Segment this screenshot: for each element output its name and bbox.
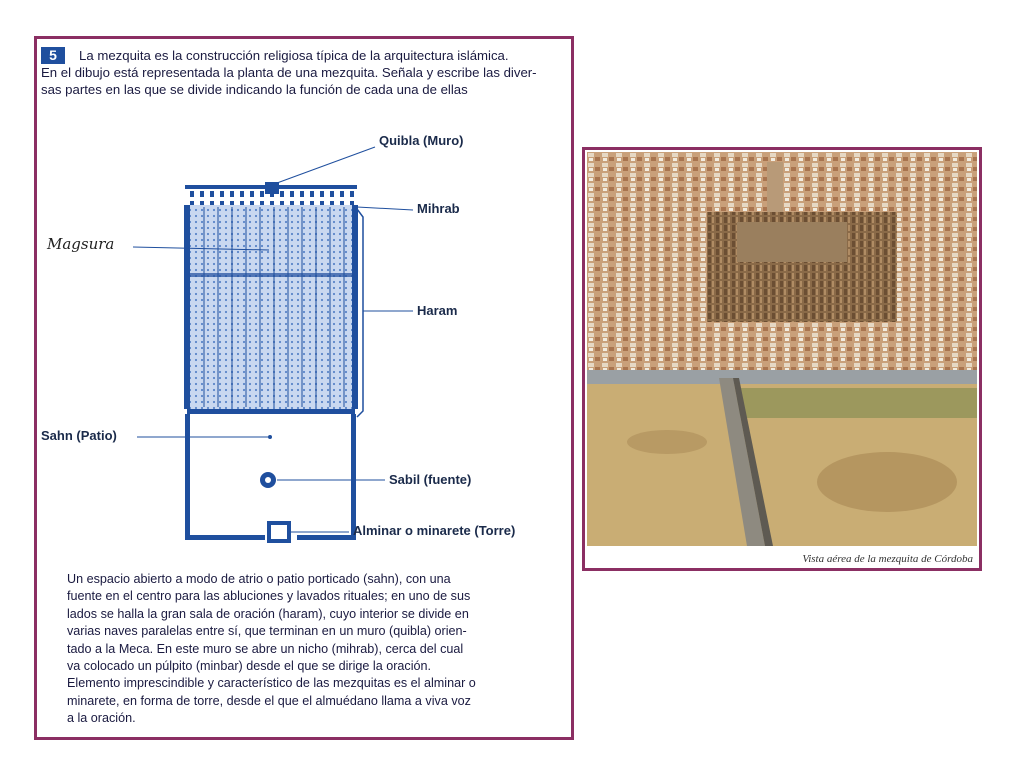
intro-line-1: La mezquita es la construcción religiosa típica de la arquitectura islámica. <box>79 48 509 63</box>
intro-line-3: sas partes en las que se divide indicando la función de cada una de ellas <box>41 82 468 97</box>
label-quibla: Quibla (Muro) <box>379 133 464 148</box>
label-alminar: Alminar o minarete (Torre) <box>353 523 516 538</box>
label-sabil: Sabil (fuente) <box>389 472 472 487</box>
mosque-floor-plan <box>37 39 577 559</box>
description-line: a la oración. <box>67 711 136 726</box>
aerial-photo-panel <box>582 147 982 571</box>
description-line: lados se halla la gran sala de oración (haram), cuyo interior se divide en <box>67 606 469 621</box>
label-magsura-handwritten: Magsura <box>47 235 115 253</box>
mihrab-leader <box>357 207 413 210</box>
description-line: fuente en el centro para las abluciones y lavados rituales; en uno de sus <box>67 589 471 604</box>
description-line: Un espacio abierto a modo de atrio o patio porticado (sahn), con una <box>67 572 451 586</box>
aerial-photo <box>587 152 977 546</box>
description-line: va colocado un púlpito (minbar) desde el que se dirige la oración. <box>67 659 432 674</box>
label-haram: Haram <box>417 303 458 318</box>
description-text <box>67 571 567 728</box>
intro-line-2: En el dibujo está representada la planta de una mezquita. Señala y escribe las diver- <box>41 65 537 80</box>
label-mihrab: Mihrab <box>417 201 460 216</box>
description-line: Elemento imprescindible y característico de las mezquitas es el alminar o <box>67 676 476 691</box>
photo-caption: Vista aérea de la mezquita de Córdoba <box>802 553 973 565</box>
description-line: tado a la Meca. En este muro se abre un nicho (mihrab), cerca del cual <box>67 641 464 656</box>
label-sahn: Sahn (Patio) <box>41 428 117 443</box>
description-line: minarete, en forma de torre, desde el que el almuédano llama a viva voz <box>67 693 471 708</box>
exercise-number: 5 <box>41 47 65 64</box>
mihrab-niche <box>265 182 279 194</box>
description-line: varias naves paralelas entre sí, que terminan en un muro (quibla) orien- <box>67 624 467 639</box>
worksheet-panel <box>34 36 574 740</box>
quibla-leader <box>277 147 375 183</box>
minaret-tower <box>269 523 289 541</box>
